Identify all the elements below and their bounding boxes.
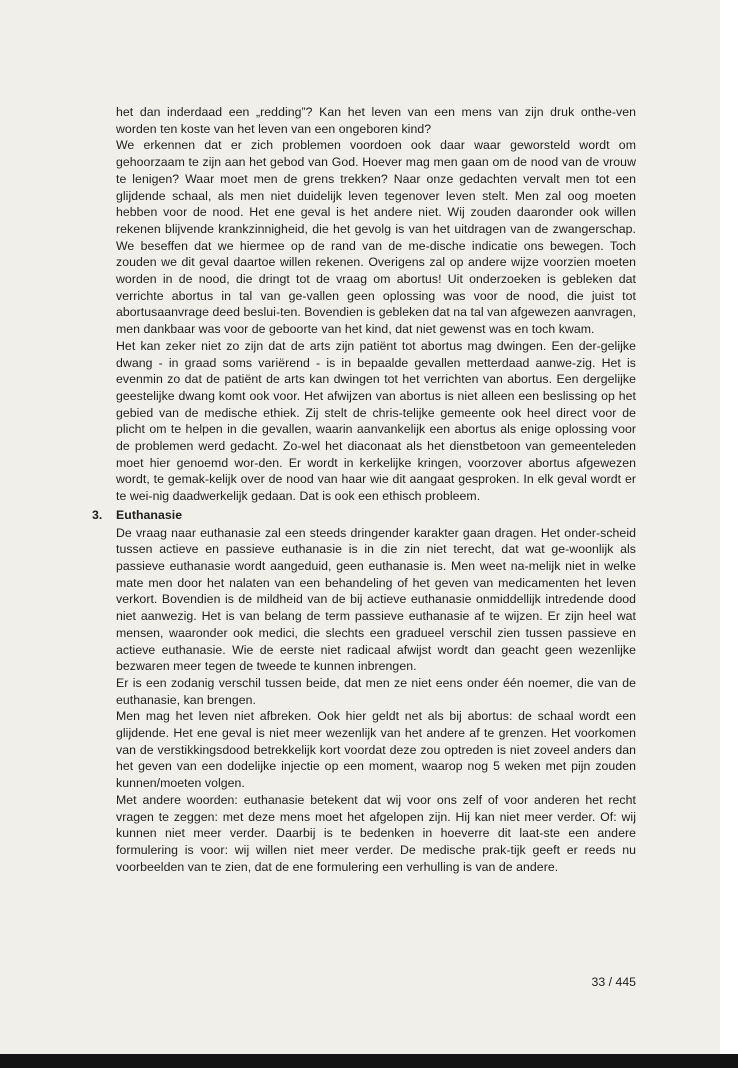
- section-title: Euthanasie: [116, 507, 183, 522]
- scan-margin-right: [720, 0, 738, 1068]
- body-text: [92, 104, 636, 875]
- paragraph: het dan inderdaad een „redding”? Kan het leven van een mens van zijn druk onthe-ven worden ten koste van het leven van een ongeboren kind?: [116, 105, 636, 136]
- paragraph: Met andere woorden: euthanasie betekent dat wij voor ons zelf of voor anderen het recht vragen te zeggen: met deze mens moet het afgelopen zijn. Hij kan niet meer verder. Of: wij kunnen niet meer verder. Daarbij is te bedenken in hoeverre dit laat-ste een andere formulering is voor: wij willen niet meer verder. De medische prak-tijk geeft er reeds nu voorbeelden van te zien, dat de ene formulering een verhulling is van de andere.: [116, 792, 636, 874]
- scan-border-bottom: [0, 1054, 738, 1068]
- section-heading: [92, 507, 636, 524]
- paragraph: We erkennen dat er zich problemen voordoen ook daar waar geworsteld wordt om gehoorzaam te zijn aan het gebod van God. Hoever mag men gaan om de nood van de vrouw te lenigen? Waar moet men de grens trekken? Naar onze gedachten vervalt men tot een glijdende schaal, als men niet duidelijk leven tegenover leven stelt. Men zal oog moeten hebben voor de nood. Het ene geval is het andere niet. Wij zouden daaronder ook willen rekenen blijvende krankzinnigheid, die het gevolg is van het uitdragen van de zwangerschap. We beseffen dat we hiermee op de rand van de me-dische indicatie ons bewegen. Toch zouden we dit geval daartoe willen rekenen. Overigens zal op andere wijze voorzien moeten worden in de nood, die dringt tot de vraag om abortus! Uit onderzoeken is gebleken dat verrichte abortus in tal van ge-vallen geen oplossing was voor de nood, die juist tot abortusaanvrage deed beslui-ten. Bovendien is gebleken dat na tal van afgewezen aanvragen, men dankbaar was voor de geboorte van het kind, dat niet gewenst was en toch kwam.: [116, 138, 636, 337]
- paragraph: Men mag het leven niet afbreken. Ook hier geldt net als bij abortus: de schaal wordt een glijdende. Het ene geval is niet meer wezenlijk van het andere af te grenzen. Het voorkomen van de verstikkingsdood betrekkelijk kort voordat deze zou optreden is niet zoveel anders dan het geven van een dodelijke injectie op een moment, waarop nog 5 weken met pijn zouden kunnen/moeten volgen.: [116, 709, 636, 791]
- paragraph: De vraag naar euthanasie zal een steeds dringender karakter gaan dragen. Het onder-scheid tussen actieve en passieve euthanasie is in die zin niet terecht, dat wat ge-woonlijk als passieve euthanasie wordt aangeduid, geen euthanasie is. Men weet na-melijk niet in welke mate men door het nalaten van een behandeling of het geven van medicamenten het leven verkort. Bovendien is de mildheid van de bij actieve euthanasie onmiddellijk intredende dood niet aanwezig. Het is van belang de term passieve euthanasie af te wijzen. Er zijn heel wat mensen, waaronder ook medici, die slechts een gradueel verschil zien tussen passieve en actieve euthanasie. Wie de eerste niet radicaal afwijst wordt dan geacht geen wezenlijke bezwaren meer tegen de tweede te kunnen inbrengen.: [116, 525, 636, 674]
- page-number: 33 / 445: [591, 975, 636, 989]
- section-number: 3.: [92, 507, 103, 522]
- paragraph: Het kan zeker niet zo zijn dat de arts zijn patiënt tot abortus mag dwingen. Een der-gelijke dwang - in graad soms variërend - is in bepaalde gevallen metterdaad aanwe-zig. Het is evenmin zo dat de patiënt de arts kan dwingen tot het verrichten van abortus. Een dergelijke geestelijke dwang komt ook voor. Het afwijzen van abortus is niet alleen een beslissing op het gebied van de medische ethiek. Zij stelt de chris-telijke gemeente ook heel direct voor de plicht om te helpen in die gevallen, waarin aanvankelijk een abortus als enige oplossing voor de problemen werd gedacht. Zo-wel het diaconaat als het dienstbetoon van gemeenteleden moet hier genoemd wor-den. Er wordt in kerkelijke kringen, voorzover abortus afgewezen wordt, te gemak-kelijk over de nood van haar wie dit aangaat gesproken. In elk geval wordt er te wei-nig daadwerkelijk gedaan. Dat is ook een ethisch probleem.: [116, 338, 636, 504]
- paragraph: Er is een zodanig verschil tussen beide, dat men ze niet eens onder één noemer, die van de euthanasie, kan brengen.: [116, 675, 636, 707]
